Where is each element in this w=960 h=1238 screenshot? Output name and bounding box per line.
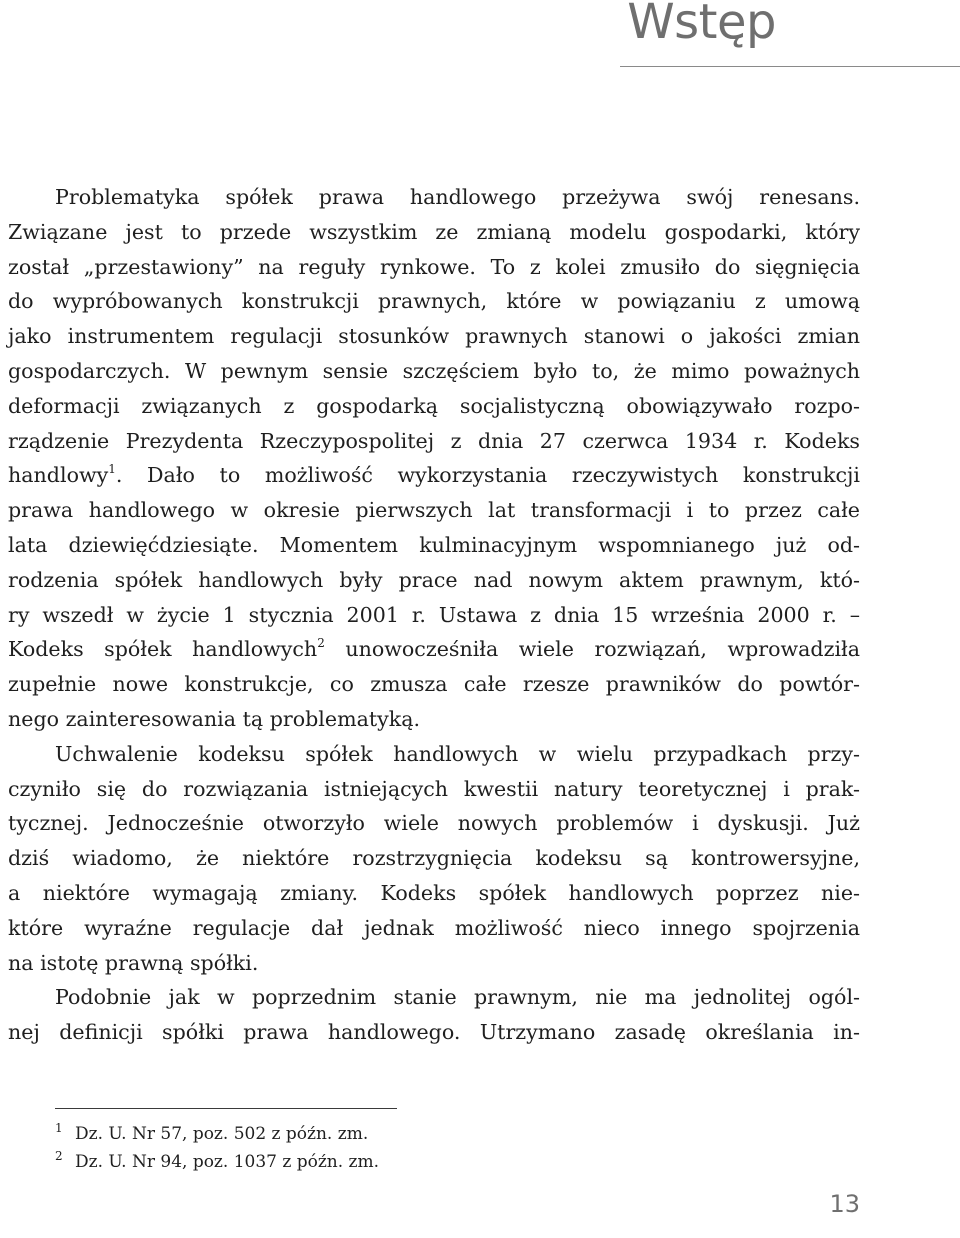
chapter-title: Wstęp <box>627 0 776 50</box>
text-line: a niektóre wymagają zmiany. Kodeks spółek handlowych poprzez nie- <box>8 880 860 905</box>
text-line: został „przestawiony” na reguły rynkowe. To z kolei zmusiło do sięgnięcia <box>8 254 860 279</box>
footnote-text: Dz. U. Nr 94, poz. 1037 z późn. zm. <box>75 1152 380 1172</box>
text-fragment: Kodeks spółek handlowych <box>8 637 318 662</box>
text-line: Uchwalenie kodeksu spółek handlowych w wielu przypadkach przy- <box>55 741 860 766</box>
chapter-header <box>620 0 960 70</box>
text-line: rodzenia spółek handlowych były prace nad nowym aktem prawnym, któ- <box>8 567 860 592</box>
footnote-ref-1[interactable]: 1 <box>108 462 116 477</box>
text-line: rządzenie Prezydenta Rzeczypospolitej z dnia 27 czerwca 1934 r. Kodeks <box>8 428 860 453</box>
text-fragment: handlowy <box>8 463 109 488</box>
text-line: ry wszedł w życie 1 stycznia 2001 r. Ustawa z dnia 15 września 2000 r. – <box>8 602 860 627</box>
text-fragment: unowocześniła wiele rozwiązań, wprowadziła <box>324 637 861 662</box>
text-fragment: . Dało to możliwość wykorzystania rzeczywistych konstrukcji <box>115 463 860 488</box>
text-line: nego zainteresowania tą problematyką. <box>8 706 421 731</box>
text-line: gospodarczych. W pewnym sensie szczęściem było to, że mimo poważnych <box>8 358 860 383</box>
body-text <box>8 180 860 1050</box>
text-line: Podobnie jak w poprzednim stanie prawnym, nie ma jednolitej ogól- <box>55 985 860 1010</box>
text-line: które wyraźne regulacje dał jednak możliwość nieco innego spojrzenia <box>8 915 860 940</box>
footnotes <box>55 1120 379 1176</box>
text-line: Związane jest to przede wszystkim ze zmianą modelu gospodarki, który <box>8 219 860 244</box>
paragraph-1 <box>8 180 860 737</box>
text-line: prawa handlowego w okresie pierwszych lat transformacji i to przez całe <box>8 498 860 523</box>
text-line: nej definicji spółki prawa handlowego. Utrzymano zasadę określania in- <box>8 1020 860 1045</box>
text-line <box>8 632 860 667</box>
footnote-2: 2 Dz. U. Nr 94, poz. 1037 z późn. zm. <box>55 1149 380 1172</box>
text-line: na istotę prawną spółki. <box>8 950 259 975</box>
paragraph-2 <box>8 737 860 981</box>
text-line: deformacji związanych z gospodarką socjalistyczną obowiązywało rozpo- <box>8 393 860 418</box>
text-line: lata dziewięćdziesiąte. Momentem kulminacyjnym wspomnianego już od- <box>8 532 860 557</box>
text-line: tycznej. Jednocześnie otworzyło wiele nowych problemów i dyskusji. Już <box>8 811 860 836</box>
text-line: czyniło się do rozwiązania istniejących kwestii natury teoretycznej i prak- <box>8 776 860 801</box>
footnote-separator <box>55 1108 397 1109</box>
text-line: dziś wiadomo, że niektóre rozstrzygnięcia kodeksu są kontrowersyjne, <box>8 846 860 871</box>
footnote-text: Dz. U. Nr 57, poz. 502 z późn. zm. <box>75 1124 369 1144</box>
text-line: Problematyka spółek prawa handlowego przeżywa swój renesans. <box>55 185 860 209</box>
page-number: 13 <box>829 1190 860 1218</box>
paragraph-3 <box>8 980 860 1050</box>
text-line: zupełnie nowe konstrukcje, co zmusza całe rzesze prawników do powtór- <box>8 672 860 697</box>
footnote-1: 1 Dz. U. Nr 57, poz. 502 z późn. zm. <box>55 1121 369 1144</box>
footnote-ref-2[interactable]: 2 <box>317 636 325 651</box>
header-rule <box>620 66 960 67</box>
text-line <box>8 458 860 493</box>
text-line: jako instrumentem regulacji stosunków prawnych stanowi o jakości zmian <box>8 324 860 349</box>
text-line: do wypróbowanych konstrukcji prawnych, które w powiązaniu z umową <box>8 289 860 314</box>
